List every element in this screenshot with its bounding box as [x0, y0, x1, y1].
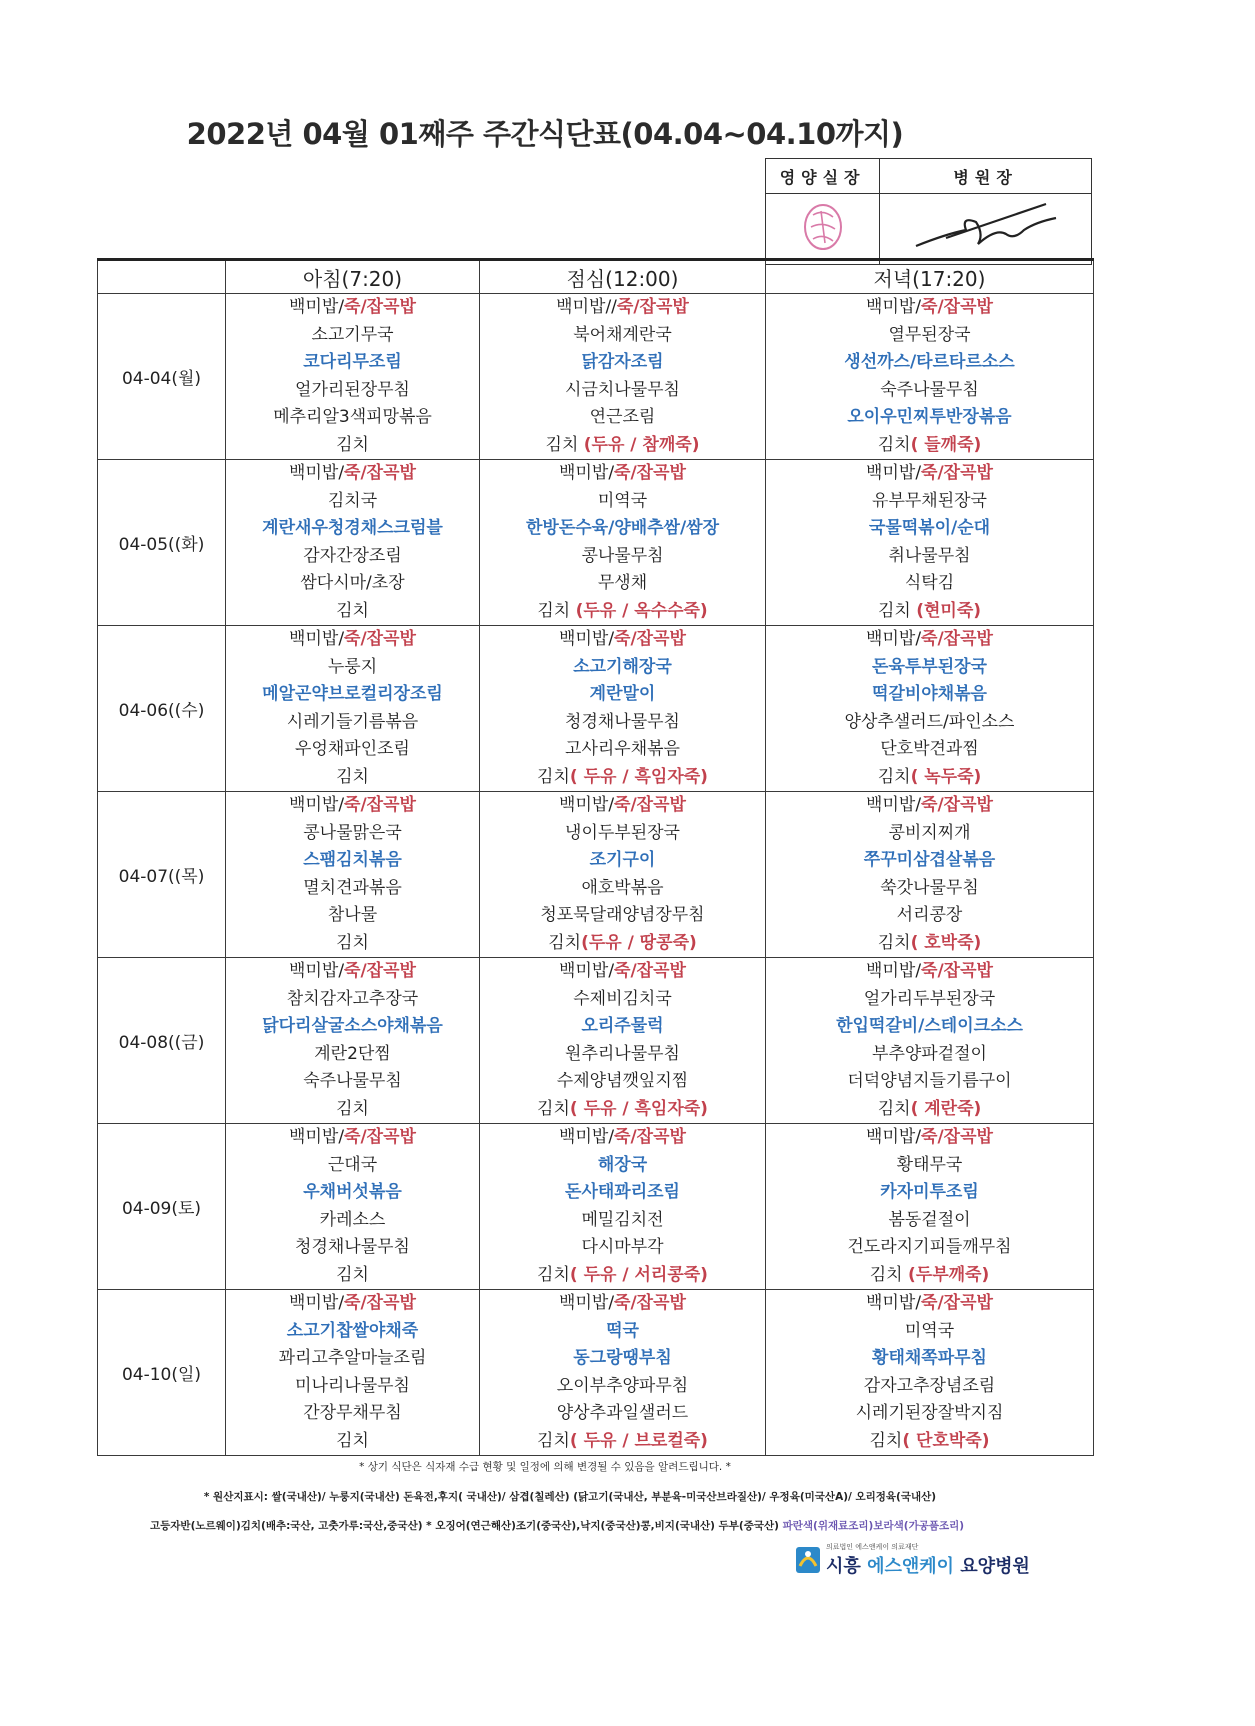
header-day — [98, 260, 226, 294]
meal-cell-breakfast — [226, 792, 480, 958]
menu-item: 해장국 — [597, 1154, 648, 1175]
porridge-extra: ( 단호박죽) — [902, 1430, 990, 1451]
hospital-logo — [795, 1540, 1030, 1582]
kimchi-base: 김치 — [877, 932, 911, 953]
kimchi-base: 김치 — [869, 1430, 903, 1451]
rice-options: 죽/잡곡밥 — [614, 795, 686, 815]
rice-base: 백미밥/ — [289, 961, 345, 981]
menu-item: 미역국 — [904, 1320, 955, 1341]
director-signature — [880, 194, 1092, 265]
kimchi-base: 김치 — [545, 434, 584, 455]
rice-options: 죽/잡곡밥 — [616, 297, 689, 317]
meal-cell-dinner — [766, 1124, 1094, 1290]
menu-item — [766, 958, 1093, 986]
menu-item: 식탁김 — [904, 573, 955, 593]
menu-item: 봄동겉절이 — [888, 1209, 971, 1230]
porridge-extra: ( 계란죽) — [910, 1098, 982, 1119]
day-label: 04-06((수) — [98, 626, 226, 792]
day-label: 04-07((목) — [98, 792, 226, 958]
rice-options: 죽/잡곡밥 — [921, 961, 993, 981]
porridge-extra: (두유 / 땅콩죽) — [581, 932, 697, 953]
menu-item: 황태채쪽파무침 — [872, 1348, 987, 1368]
porridge-extra: ( 두유 / 흑임자죽) — [569, 1098, 708, 1119]
menu-item: 스팸김치볶음 — [303, 850, 402, 870]
menu-row-day — [98, 460, 1094, 626]
menu-item: 카레소스 — [319, 1209, 386, 1230]
porridge-extra: ( 호박죽) — [910, 932, 982, 953]
rice-base: 백미밥/ — [559, 463, 615, 483]
menu-item: 시레기들기름볶음 — [286, 711, 419, 732]
menu-table — [97, 258, 1094, 1456]
menu-item: 오리주물럭 — [581, 1016, 664, 1036]
menu-item — [480, 1124, 765, 1152]
porridge-extra: ( 두유 / 브로컬죽) — [569, 1430, 708, 1451]
kimchi-base: 김치 — [537, 1430, 570, 1451]
meal-cell-lunch — [480, 958, 766, 1124]
menu-item: 떡갈비야채볶음 — [872, 684, 987, 704]
menu-item: 수제비김치국 — [573, 988, 672, 1009]
menu-item — [766, 1428, 1093, 1456]
menu-item: 청경채나물무침 — [295, 1237, 410, 1257]
menu-item: 김치 — [336, 600, 369, 621]
menu-item: 고사리우채볶음 — [565, 739, 680, 759]
menu-item: 김치 — [336, 1264, 369, 1285]
menu-item — [766, 598, 1093, 626]
menu-item — [480, 930, 765, 958]
menu-item: 더덕양념지들기름구이 — [847, 1071, 1012, 1091]
meal-cell-lunch — [480, 792, 766, 958]
menu-item: 메알곤약브로컬리장조림 — [262, 684, 443, 704]
menu-item: 김치 — [336, 434, 369, 455]
approval-nutrition-head: 영양실장 — [766, 159, 880, 194]
approval-box — [765, 158, 1092, 265]
rice-options: 죽/잡곡밥 — [921, 463, 993, 483]
menu-item: 우채버섯볶음 — [303, 1182, 402, 1202]
menu-item — [480, 1096, 765, 1124]
menu-item: 청포묵달래양념장무침 — [540, 905, 705, 925]
menu-item — [766, 432, 1093, 460]
menu-item: 조기구이 — [589, 850, 656, 870]
menu-item: 참치감자고추장국 — [286, 988, 419, 1009]
menu-item: 쭈꾸미삼겹살볶음 — [863, 850, 996, 870]
meal-cell-lunch — [480, 1290, 766, 1456]
menu-item: 시금치나물무침 — [565, 379, 680, 400]
menu-row-day — [98, 792, 1094, 958]
menu-item: 콩비지찌개 — [888, 822, 971, 843]
menu-item: 양상추샐러드/파인소스 — [844, 711, 1015, 732]
rice-base: 백미밥/ — [289, 463, 345, 483]
rice-base: 백미밥/ — [866, 795, 922, 815]
porridge-extra: ( 두유 / 서리콩죽) — [569, 1264, 708, 1285]
menu-item: 돈사태꽈리조림 — [565, 1182, 680, 1202]
rice-base: 백미밥// — [556, 297, 617, 317]
menu-item: 돈육투부된장국 — [872, 656, 987, 677]
meal-cell-breakfast — [226, 1290, 480, 1456]
menu-item: 소고기해장국 — [573, 656, 672, 677]
menu-row-day — [98, 626, 1094, 792]
menu-item: 취나물무침 — [888, 545, 971, 566]
kimchi-base: 김치 — [537, 600, 576, 621]
kimchi-base: 김치 — [877, 600, 917, 621]
meal-cell-lunch — [480, 294, 766, 460]
meal-cell-breakfast — [226, 460, 480, 626]
menu-item: 숙주나물무침 — [880, 379, 979, 400]
meal-cell-dinner — [766, 294, 1094, 460]
meal-cell-dinner — [766, 460, 1094, 626]
menu-item: 콩나물맑은국 — [303, 822, 402, 843]
rice-options: 죽/잡곡밥 — [921, 297, 993, 317]
meal-cell-breakfast — [226, 1124, 480, 1290]
menu-item — [480, 626, 765, 654]
rice-options: 죽/잡곡밥 — [614, 961, 686, 981]
porridge-extra: ( 녹두죽) — [910, 766, 982, 787]
menu-item: 얼가리두부된장국 — [863, 988, 996, 1009]
menu-item: 쑥갓나물무침 — [880, 877, 979, 898]
menu-item: 오이부추양파무침 — [556, 1375, 689, 1396]
menu-item — [480, 598, 765, 626]
rice-base: 백미밥/ — [559, 795, 615, 815]
kimchi-base: 김치 — [877, 434, 911, 455]
menu-item: 계란2단찜 — [314, 1043, 391, 1064]
kimchi-base: 김치 — [537, 1098, 570, 1119]
menu-item: 오이우민찌투반장볶음 — [847, 407, 1012, 427]
menu-item — [226, 626, 479, 654]
menu-item: 계란새우청경채스크럼블 — [262, 518, 443, 538]
rice-base: 백미밥/ — [559, 961, 615, 981]
menu-item: 숙주나물무침 — [303, 1071, 402, 1091]
kimchi-base: 김치 — [537, 766, 570, 787]
rice-options: 죽/잡곡밥 — [614, 1127, 686, 1147]
menu-item: 한입떡갈비/스테이크소스 — [836, 1016, 1023, 1036]
rice-options: 죽/잡곡밥 — [344, 629, 416, 649]
menu-item: 메추리알3색피망볶음 — [273, 407, 432, 427]
menu-item — [480, 460, 765, 488]
menu-item: 북어채계란국 — [573, 324, 672, 345]
rice-base: 백미밥/ — [559, 629, 615, 649]
rice-options: 죽/잡곡밥 — [921, 1293, 993, 1313]
menu-item: 단호박견과찜 — [880, 739, 979, 759]
logo-name — [826, 1552, 1030, 1578]
menu-item: 카자미투조림 — [880, 1182, 979, 1202]
nutrition-stamp — [766, 194, 880, 265]
menu-item — [226, 1290, 479, 1318]
menu-item: 코다리무조림 — [303, 352, 402, 372]
rice-base: 백미밥/ — [289, 629, 345, 649]
menu-item: 건도라지기피들깨무침 — [847, 1237, 1012, 1257]
rice-options: 죽/잡곡밥 — [344, 1293, 416, 1313]
rice-options: 죽/잡곡밥 — [921, 1127, 993, 1147]
menu-item: 콩나물무침 — [581, 545, 664, 566]
rice-options: 죽/잡곡밥 — [344, 463, 416, 483]
porridge-extra: ( 두유 / 흑임자죽) — [569, 766, 708, 787]
rice-base: 백미밥/ — [289, 297, 345, 317]
menu-item: 김치 — [336, 1098, 369, 1119]
kimchi-base: 김치 — [877, 1098, 911, 1119]
kimchi-base: 김치 — [548, 932, 582, 953]
menu-item: 계란말이 — [589, 684, 656, 704]
rice-options: 죽/잡곡밥 — [344, 297, 416, 317]
menu-item: 떡국 — [606, 1320, 639, 1341]
menu-item: 꽈리고추알마늘조림 — [278, 1348, 427, 1368]
menu-item — [766, 1124, 1093, 1152]
menu-item: 시레기된장잘박지짐 — [855, 1403, 1004, 1423]
menu-row-day — [98, 294, 1094, 460]
porridge-extra: (두유 / 참깨죽) — [583, 434, 700, 455]
menu-item: 다시마부각 — [581, 1237, 664, 1257]
menu-item — [480, 792, 765, 820]
rice-base: 백미밥/ — [289, 1127, 345, 1147]
page-title: 2022년 04월 01째주 주간식단표(04.04~04.10까지) — [186, 117, 904, 151]
menu-item: 국물떡볶이/순대 — [868, 518, 991, 538]
meal-cell-dinner — [766, 792, 1094, 958]
menu-item: 김치국 — [327, 490, 378, 511]
menu-item: 소고기찹쌀야채죽 — [286, 1320, 419, 1341]
origin-line-1: * 원산지표시: 쌀(국내산)/ 누룽지(국내산) 돈육전,후지( 국내산)/ 삼겹(칠레산) (닭고기(국내산, 부분육-미국산브라질산)/ 우정육(미국산A)/ 오리정육(국내산) — [203, 1491, 937, 1503]
menu-item: 멸치견과볶음 — [303, 877, 402, 898]
menu-item — [226, 460, 479, 488]
menu-item: 무생채 — [597, 573, 648, 593]
menu-item — [766, 764, 1093, 792]
rice-options: 죽/잡곡밥 — [344, 795, 416, 815]
menu-item: 감자고추장념조림 — [863, 1375, 996, 1396]
menu-item — [766, 626, 1093, 654]
day-label: 04-10(일) — [98, 1290, 226, 1456]
menu-item: 김치 — [336, 1430, 369, 1451]
menu-item: 냉이두부된장국 — [565, 822, 680, 843]
rice-options: 죽/잡곡밥 — [344, 961, 416, 981]
rice-base: 백미밥/ — [866, 629, 922, 649]
menu-item — [226, 294, 479, 322]
logo-subtitle: 의료법인 에스앤케이 의료재단 — [826, 1543, 919, 1551]
menu-item — [480, 1262, 765, 1290]
menu-item: 미역국 — [597, 490, 648, 511]
meal-cell-lunch — [480, 626, 766, 792]
menu-item — [480, 432, 765, 460]
menu-item: 얼가리된장무침 — [295, 379, 410, 400]
menu-item: 근대국 — [327, 1154, 378, 1175]
header-breakfast: 아침(7:20) — [226, 260, 480, 294]
logo-name-b: 에스앤케이 — [867, 1556, 955, 1577]
rice-base: 백미밥/ — [289, 795, 345, 815]
rice-base: 백미밥/ — [866, 1293, 922, 1313]
menu-item — [226, 958, 479, 986]
menu-row-day — [98, 1124, 1094, 1290]
menu-row-day — [98, 958, 1094, 1124]
meal-cell-lunch — [480, 460, 766, 626]
menu-item: 연근조림 — [589, 407, 656, 427]
rice-base: 백미밥/ — [866, 297, 922, 317]
day-label: 04-04(월) — [98, 294, 226, 460]
notice-text: * 상기 식단은 식자재 수급 현황 및 일정에 의해 변경될 수 있음을 알려드립니다. * — [359, 1461, 731, 1473]
menu-item: 미나리나물무침 — [295, 1375, 410, 1396]
rice-options: 죽/잡곡밥 — [614, 629, 686, 649]
logo-name-a: 시흥 — [826, 1556, 861, 1577]
menu-item — [766, 294, 1093, 322]
origin-line-2 — [150, 1518, 1050, 1533]
menu-item: 한방돈수육/양배추쌈/쌈장 — [525, 518, 720, 538]
rice-base: 백미밥/ — [866, 463, 922, 483]
porridge-extra: (두부깨죽) — [908, 1264, 990, 1285]
menu-item — [766, 1096, 1093, 1124]
meal-cell-dinner — [766, 958, 1094, 1124]
menu-item — [766, 930, 1093, 958]
menu-item: 우엉채파인조림 — [295, 739, 410, 759]
porridge-extra: (두유 / 옥수수죽) — [575, 600, 708, 621]
rice-options: 죽/잡곡밥 — [921, 795, 993, 815]
menu-item: 청경채나물무침 — [565, 711, 680, 732]
menu-item — [766, 792, 1093, 820]
menu-item: 누룽지 — [327, 656, 378, 677]
menu-item: 감자간장조림 — [303, 545, 402, 566]
menu-item: 닭감자조림 — [581, 352, 664, 372]
meal-cell-breakfast — [226, 294, 480, 460]
menu-item: 양상추과일샐러드 — [556, 1403, 689, 1423]
menu-item — [480, 764, 765, 792]
rice-options: 죽/잡곡밥 — [344, 1127, 416, 1147]
meal-cell-dinner — [766, 626, 1094, 792]
menu-item: 동그랑땡부침 — [573, 1348, 672, 1368]
color-legend: 파란색(위재료조리)보라색(가공품조리) — [782, 1520, 965, 1532]
menu-item: 소고기무국 — [311, 324, 394, 345]
menu-item — [480, 294, 765, 322]
menu-item: 생선까스/타르타르소스 — [844, 352, 1015, 372]
menu-item: 김치 — [336, 932, 369, 953]
day-label: 04-05((화) — [98, 460, 226, 626]
menu-item — [766, 460, 1093, 488]
menu-item: 애호박볶음 — [581, 877, 664, 898]
menu-item: 닭다리살굴소스야채볶음 — [262, 1016, 443, 1036]
menu-item — [480, 1428, 765, 1456]
menu-item — [480, 1290, 765, 1318]
menu-item — [766, 1290, 1093, 1318]
menu-item: 간장무채무침 — [303, 1403, 402, 1423]
rice-options: 죽/잡곡밥 — [614, 463, 686, 483]
menu-row-day — [98, 1290, 1094, 1456]
menu-item: 수제양념깻잎지찜 — [556, 1071, 689, 1091]
rice-options: 죽/잡곡밥 — [921, 629, 993, 649]
origin-line-2-text: 고등자반(노르웨이)김치(배추:국산, 고춧가루:국산,중국산) * 오징어(연근해산)조기(중국산),낙지(중국산)콩,비지(국내산) 두부(중국산) — [150, 1520, 779, 1532]
meal-cell-lunch — [480, 1124, 766, 1290]
menu-item: 김치 — [336, 766, 369, 787]
logo-name-c: 요양병원 — [960, 1556, 1030, 1577]
day-label: 04-09(토) — [98, 1124, 226, 1290]
menu-item: 황태무국 — [896, 1154, 963, 1175]
porridge-extra: (현미죽) — [916, 600, 982, 621]
stamp-icon — [793, 199, 853, 255]
porridge-extra: ( 들깨죽) — [910, 434, 982, 455]
approval-director: 병원장 — [880, 159, 1092, 194]
menu-item: 원추리나물무침 — [565, 1043, 680, 1064]
meal-cell-breakfast — [226, 958, 480, 1124]
menu-item — [480, 958, 765, 986]
menu-item: 메밀김치전 — [581, 1209, 664, 1230]
menu-item: 쌈다시마/초장 — [300, 573, 405, 593]
rice-base: 백미밥/ — [289, 1293, 345, 1313]
meal-cell-dinner — [766, 1290, 1094, 1456]
day-label: 04-08((금) — [98, 958, 226, 1124]
menu-item: 참나물 — [327, 905, 378, 925]
menu-item: 유부무채된장국 — [872, 490, 987, 511]
hospital-logo-icon — [795, 1544, 821, 1574]
rice-base: 백미밥/ — [866, 961, 922, 981]
rice-base: 백미밥/ — [559, 1127, 615, 1147]
rice-base: 백미밥/ — [559, 1293, 615, 1313]
meal-cell-breakfast — [226, 626, 480, 792]
signature-icon — [906, 194, 1066, 260]
header-dinner: 저녁(17:20) — [766, 260, 1094, 294]
kimchi-base: 김치 — [869, 1264, 908, 1285]
menu-item: 열무된장국 — [888, 324, 971, 345]
rice-options: 죽/잡곡밥 — [614, 1293, 686, 1313]
menu-body — [98, 294, 1094, 1456]
menu-item — [766, 1262, 1093, 1290]
rice-base: 백미밥/ — [866, 1127, 922, 1147]
menu-item: 서리콩장 — [896, 905, 963, 925]
menu-item: 부추양파겉절이 — [872, 1043, 987, 1064]
header-lunch: 점심(12:00) — [480, 260, 766, 294]
menu-item — [226, 1124, 479, 1152]
menu-item — [226, 792, 479, 820]
kimchi-base: 김치 — [877, 766, 911, 787]
kimchi-base: 김치 — [537, 1264, 570, 1285]
